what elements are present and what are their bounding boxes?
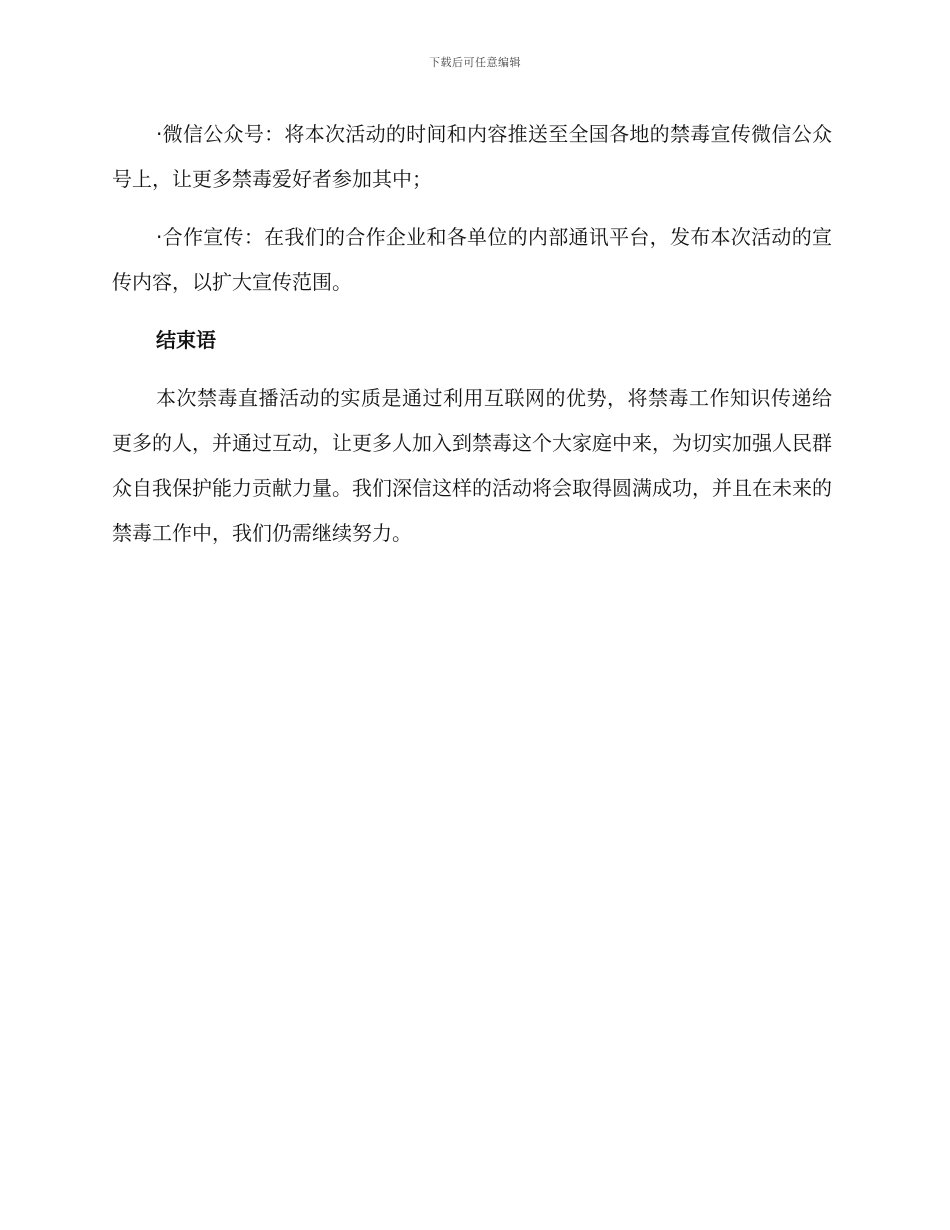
bullet-paragraph-wechat: ·微信公众号：将本次活动的时间和内容推送至全国各地的禁毒宣传微信公众号上，让更多禁毒爱好者参加其中； [112,122,832,191]
document-body [112,112,832,569]
bullet-paragraph-partner-promotion: ·合作宣传：在我们的合作企业和各单位的内部通讯平台，发布本次活动的宣传内容，以扩大宣传范围。 [112,225,832,294]
page-header: 下载后可任意编辑 [429,56,521,69]
section-heading-closing: 结束语 [156,328,216,352]
closing-paragraph: 本次禁毒直播活动的实质是通过利用互联网的优势，将禁毒工作知识传递给更多的人，并通过互动，让更多人加入到禁毒这个大家庭中来，为切实加强人民群众自我保护能力贡献力量。我们深信这样的活动将会取得圆满成功，并且在未来的禁毒工作中，我们仍需继续努力。 [112,386,832,545]
